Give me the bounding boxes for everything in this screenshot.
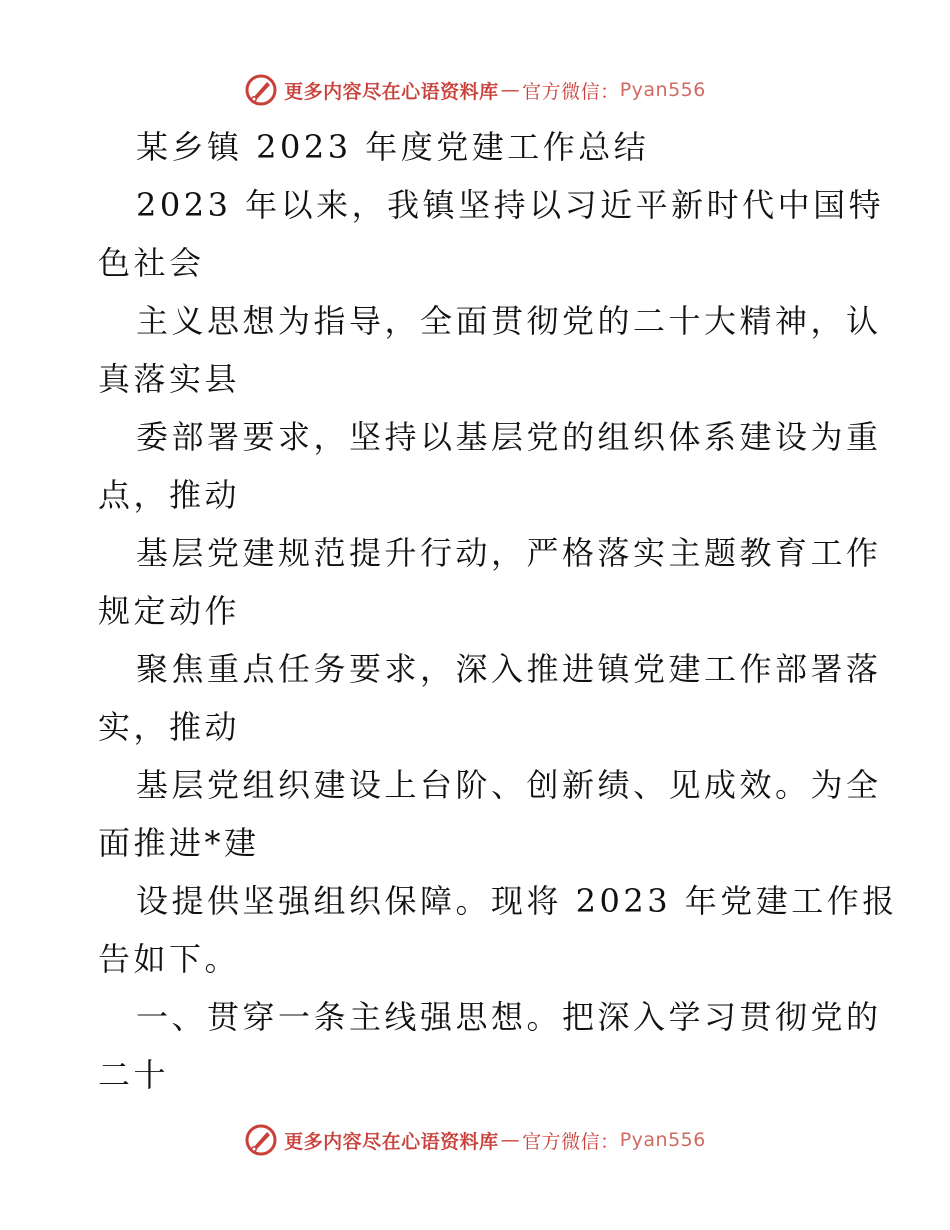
watermark-dash: — (500, 1129, 521, 1151)
document-line: 主义思想为指导，全面贯彻党的二十大精神，认 (136, 302, 882, 340)
document-line: 实，推动 (98, 708, 241, 746)
document-line: 委部署要求，坚持以基层党的组织体系建设为重 (136, 418, 882, 456)
document-line: 真落实县 (98, 360, 241, 398)
watermark-text: 更多内容尽在心语资料库 (284, 80, 499, 103)
document-body (98, 118, 898, 1104)
header-watermark (0, 70, 950, 110)
pen-logo-icon (244, 73, 278, 107)
document-line: 聚焦重点任务要求，深入推进镇党建工作部署落 (136, 650, 882, 688)
watermark-text: 更多内容尽在心语资料库 (284, 1130, 499, 1153)
document-line: 点，推动 (98, 476, 241, 514)
footer-watermark (0, 1120, 950, 1160)
pen-logo-icon (244, 1123, 278, 1157)
document-line: 基层党建规范提升行动，严格落实主题教育工作 (136, 534, 882, 572)
document-line: 一、贯穿一条主线强思想。把深入学习贯彻党的 (136, 998, 882, 1036)
watermark-dash: — (500, 79, 521, 101)
document-line: 基层党组织建设上台阶、创新绩、见成效。为全 (136, 766, 882, 804)
document-line: 面推进*建 (98, 824, 260, 862)
document-line: 色社会 (98, 244, 205, 282)
document-line: 设提供坚强组织保障。现将 2023 年党建工作报 (136, 882, 898, 920)
watermark-id: Pyan556 (619, 1129, 706, 1151)
document-line: 2023 年以来，我镇坚持以习近平新时代中国特 (136, 186, 885, 224)
document-line: 告如下。 (98, 940, 241, 978)
watermark-id: Pyan556 (619, 79, 706, 101)
watermark-label: 官方微信： (522, 1130, 620, 1153)
document-line: 二十 (98, 1056, 170, 1094)
watermark-label: 官方微信： (522, 80, 620, 103)
document-line: 规定动作 (98, 592, 241, 630)
document-title-line: 某乡镇 2023 年度党建工作总结 (136, 128, 650, 166)
